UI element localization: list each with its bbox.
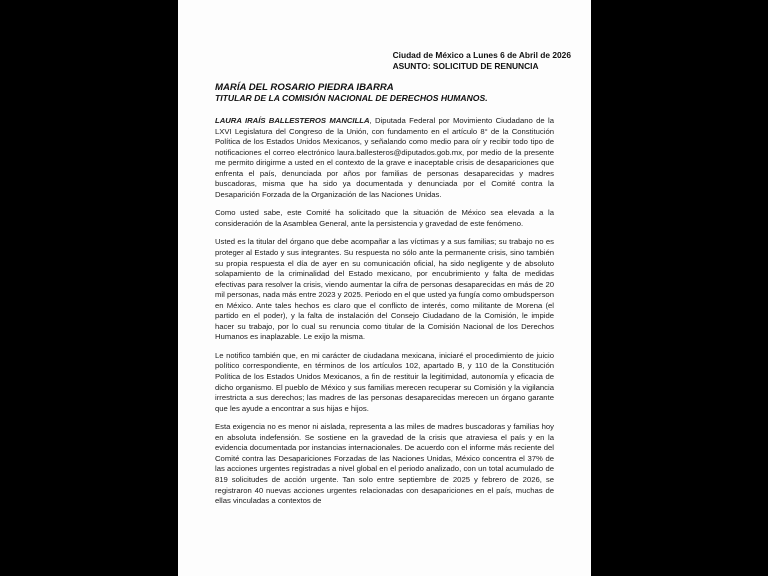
paragraph-1-text: , Diputada Federal por Movimiento Ciudadano de la LXVI Legislatura del Congreso de la Unión, con fundamento en el artículo 8° de la Constitución Política de los Estados Unidos Mexicanos, y señalando como medio para oír y recibir todo tipo de notificaciones el correo electrónico laura.ballesteros@diputados.gob.mx, por medio de la presente me permito dirigirme a usted en el contexto de la grave e inaceptable crisis de desapariciones que enfrenta el país, denunciada por años por familias de personas desaparecidas y madres buscadoras, misma que ha sido ya documentada y denunciada por el Comité contra la Desaparición Forzada de la Organización de las Naciones Unidas. [215, 116, 554, 199]
letter-body [215, 116, 554, 515]
paragraph-5: Esta exigencia no es menor ni aislada, representa a las miles de madres buscadoras y familias hoy en absoluta indefensión. Se sostiene en la gravedad de la crisis que atraviesa el país y en la evidencia documentada por instancias internacionales. De acuerdo con el informe más reciente del Comité contra las Desapariciones Forzadas de las Naciones Unidas, México concentra el 37% de las acciones urgentes registradas a nivel global en el periodo analizado, con un total acumulado de 819 solicitudes de acción urgente. Tan solo entre septiembre de 2025 y febrero de 2026, se registraron 40 nuevas acciones urgentes relacionadas con desapariciones en el país, muchas de ellas vinculadas a contextos de [215, 422, 554, 506]
place-date: Ciudad de México a Lunes 6 de Abril de 2026 [392, 50, 571, 60]
paragraph-4: Le notifico también que, en mi carácter de ciudadana mexicana, iniciaré el procedimiento de juicio político correspondiente, en términos de los artículos 102, apartado B, y 110 de la Constitución Política de los Estados Unidos Mexicanos, a fin de restituir la legitimidad, autonomía y eficacia de dicho organismo. El pueblo de México y sus familias merecen recuperar su Comisión y la vigilancia irrestricta a sus derechos; las madres de las personas desaparecidas merecen un órgano garante que les ayude a encontrar a sus hijas e hijos. [215, 350, 554, 413]
paragraph-2: Como usted sabe, este Comité ha solicitado que la situación de México sea elevada a la consideración de la Asamblea General, ante la persistencia y gravedad de este fenómeno. [215, 208, 554, 228]
addressee-block [215, 82, 488, 104]
letter-page [178, 0, 591, 576]
addressee-name: MARÍA DEL ROSARIO PIEDRA IBARRA [215, 82, 394, 93]
paragraph-1 [215, 116, 554, 200]
subject-line: ASUNTO: SOLICITUD DE RENUNCIA [392, 61, 539, 71]
paragraph-3: Usted es la titular del órgano que debe acompañar a las víctimas y a sus familias; su trabajo no es proteger al Estado y sus integrantes. Su respuesta no sólo ante la permanente crisis, sino también su propia respuesta el día de ayer en su comunicación oficial, ha sido negligente y de absoluto solapamiento de la criminalidad del Estado mexicano, por encubrimiento y falta de medidas efectivas para resolver la crisis, viendo aumentar la cifra de personas desaparecidas en más de 20 mil personas, nada más entre 2023 y 2025. Periodo en el que usted ya fungía como ombudsperson en México. Ante tales hechos es claro que el conflicto de interés, como militante de Morena (el partido en el poder), y la falta de instalación del Consejo Ciudadano de la Comisión, le impide hacer su trabajo, por lo cual su renuncia como titular de la Comisión Nacional de los Derechos Humanos es inaplazable. Le exijo la misma. [215, 237, 554, 342]
sender-name: LAURA IRAÍS BALLESTEROS MANCILLA [215, 116, 370, 125]
addressee-title: TITULAR DE LA COMISIÓN NACIONAL DE DERECHOS HUMANOS. [215, 93, 488, 103]
letter-header [393, 50, 571, 72]
